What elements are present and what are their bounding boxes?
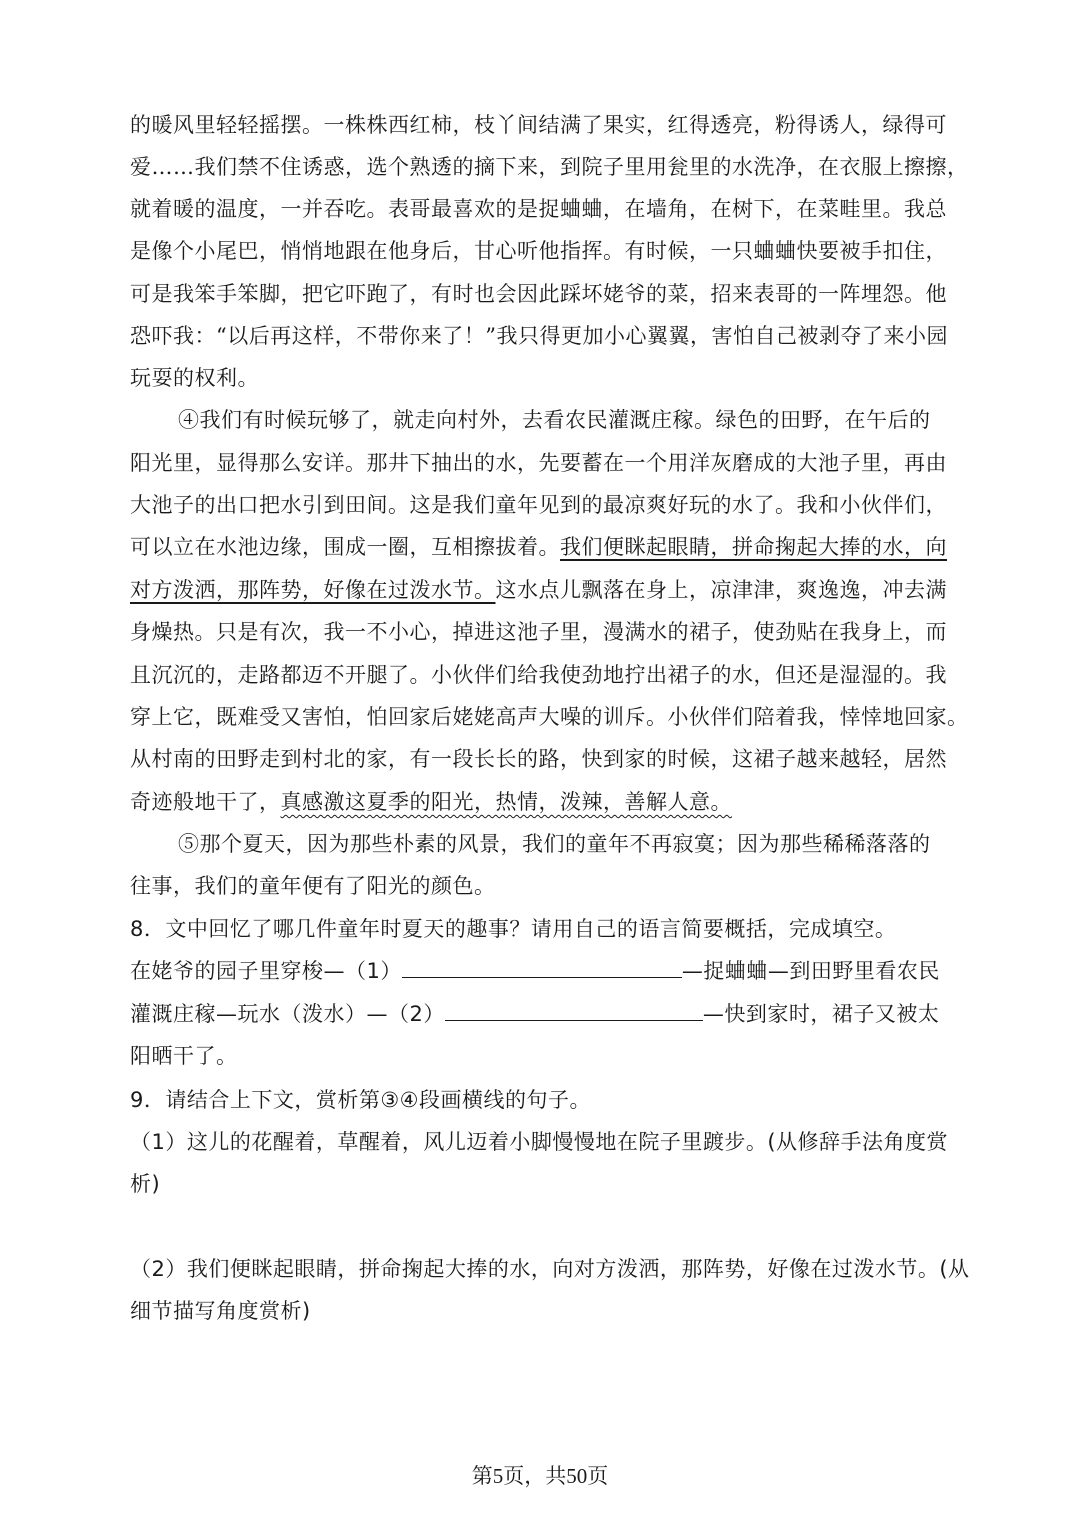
- p4-line-1: ④我们有时候玩够了，就走向村外，去看农民灌溉庄稼。绿色的田野，在午后的: [178, 408, 931, 432]
- p5-line-1: ⑤那个夏天，因为那些朴素的风景，我们的童年不再寂寞；因为那些稀稀落落的: [178, 832, 931, 856]
- question-9-sub-1-line-1: （1）这儿的花醒着，草醒着，风儿迈着小脚慢慢地在院子里踱步。(从修辞手法角度赏: [130, 1130, 949, 1154]
- p4-line-2: 阳光里，显得那么安详。那井下抽出的水，先要蓄在一个用洋灰磨成的大池子里，再由: [130, 451, 947, 475]
- p4-line-5: [130, 576, 960, 604]
- p4-line-9: 从村南的田野走到村北的家，有一段长长的路，快到家的时候，这裙子越来越轻，居然: [130, 747, 947, 771]
- p4-line-3: 大池子的出口把水引到田间。这是我们童年见到的最凉爽好玩的水了。我和小伙伴们，: [130, 493, 947, 517]
- p4-line-7: 且沉沉的，走路都迈不开腿了。小伙伴们给我使劲地拧出裙子的水，但还是湿湿的。我: [130, 663, 947, 687]
- p4-line-10: [130, 788, 960, 816]
- p4-line-5-plain: 这水点儿飘落在身上，凉津津，爽逸逸，冲去满: [495, 578, 947, 602]
- answer-blank-2[interactable]: [445, 1000, 703, 1021]
- question-8-prompt: 8．文中回忆了哪几件童年时夏天的趣事？请用自己的语言简要概括，完成填空。: [130, 917, 897, 941]
- p3-line-4: 是像个小尾巴，悄悄地跟在他身后，甘心听他指挥。有时候，一只蛐蛐快要被手扣住，: [130, 239, 947, 263]
- p5-line-2: 往事，我们的童年便有了阳光的颜色。: [130, 874, 496, 898]
- question-8-fill-line-2: [130, 1000, 960, 1028]
- wavy-underlined-sentence: 真感激这夏季的阳光，热情，泼辣，善解人意。: [280, 790, 732, 814]
- q8-fill-2-suffix: —快到家时，裙子又被太: [702, 1002, 940, 1026]
- p3-line-2: 爱……我们禁不住诱惑，选个熟透的摘下来，到院子里用瓮里的水洗净，在衣服上擦擦，: [130, 155, 969, 179]
- question-9-sub-2-line-2: 细节描写角度赏析): [130, 1299, 311, 1323]
- page-number-footer: 第5页，共50页: [471, 1464, 609, 1488]
- q8-fill-1-prefix: 在姥爷的园子里穿梭—（1）: [130, 959, 402, 983]
- p4-line-4-plain: 可以立在水池边缘，围成一圈，互相擦拔着。: [130, 535, 560, 559]
- question-8-fill-line-1: [130, 957, 960, 985]
- p4-line-10-plain: 奇迹般地干了，: [130, 790, 281, 814]
- p4-line-6: 身燥热。只是有次，我一不小心，掉进这池子里，漫满水的裙子，使劲贴在我身上，而: [130, 620, 947, 644]
- p3-line-7: 玩耍的权利。: [130, 366, 259, 390]
- p3-line-5: 可是我笨手笨脚，把它吓跑了，有时也会因此踩坏姥爷的菜，招来表哥的一阵埋怨。他: [130, 282, 947, 306]
- question-9-prompt: 9．请结合上下文，赏析第③④段画横线的句子。: [130, 1088, 592, 1112]
- p3-line-1: 的暖风里轻轻摇摆。一株株西红柿，枝丫间结满了果实，红得透亮，粉得诱人，绿得可: [130, 113, 947, 137]
- q8-fill-1-suffix: —捉蛐蛐—到田野里看农民: [681, 959, 940, 983]
- p4-line-4: [130, 533, 960, 561]
- answer-blank-1[interactable]: [402, 957, 682, 978]
- question-9-sub-2-line-1: （2）我们便眯起眼睛，拼命掬起大捧的水，向对方泼洒，那阵势，好像在过泼水节。(从: [130, 1257, 970, 1281]
- q8-fill-2-prefix: 灌溉庄稼—玩水（泼水）—（2）: [130, 1002, 445, 1026]
- underlined-sentence-part-1: 我们便眯起眼睛，拼命掬起大捧的水，向: [560, 535, 947, 559]
- question-9-sub-1-line-2: 析): [130, 1172, 161, 1196]
- underlined-sentence-part-2: 对方泼洒，那阵势，好像在过泼水节。: [130, 578, 496, 602]
- question-8-fill-line-3: 阳晒干了。: [130, 1044, 238, 1068]
- p3-line-6: 恐吓我：“以后再这样，不带你来了！”我只得更加小心翼翼，害怕自己被剥夺了来小园: [130, 324, 948, 348]
- p3-line-3: 就着暖的温度，一并吞吃。表哥最喜欢的是捉蛐蛐，在墙角，在树下，在菜畦里。我总: [130, 197, 947, 221]
- p4-line-8: 穿上它，既难受又害怕，怕回家后姥姥高声大噪的训斥。小伙伴们陪着我，悻悻地回家。: [130, 705, 969, 729]
